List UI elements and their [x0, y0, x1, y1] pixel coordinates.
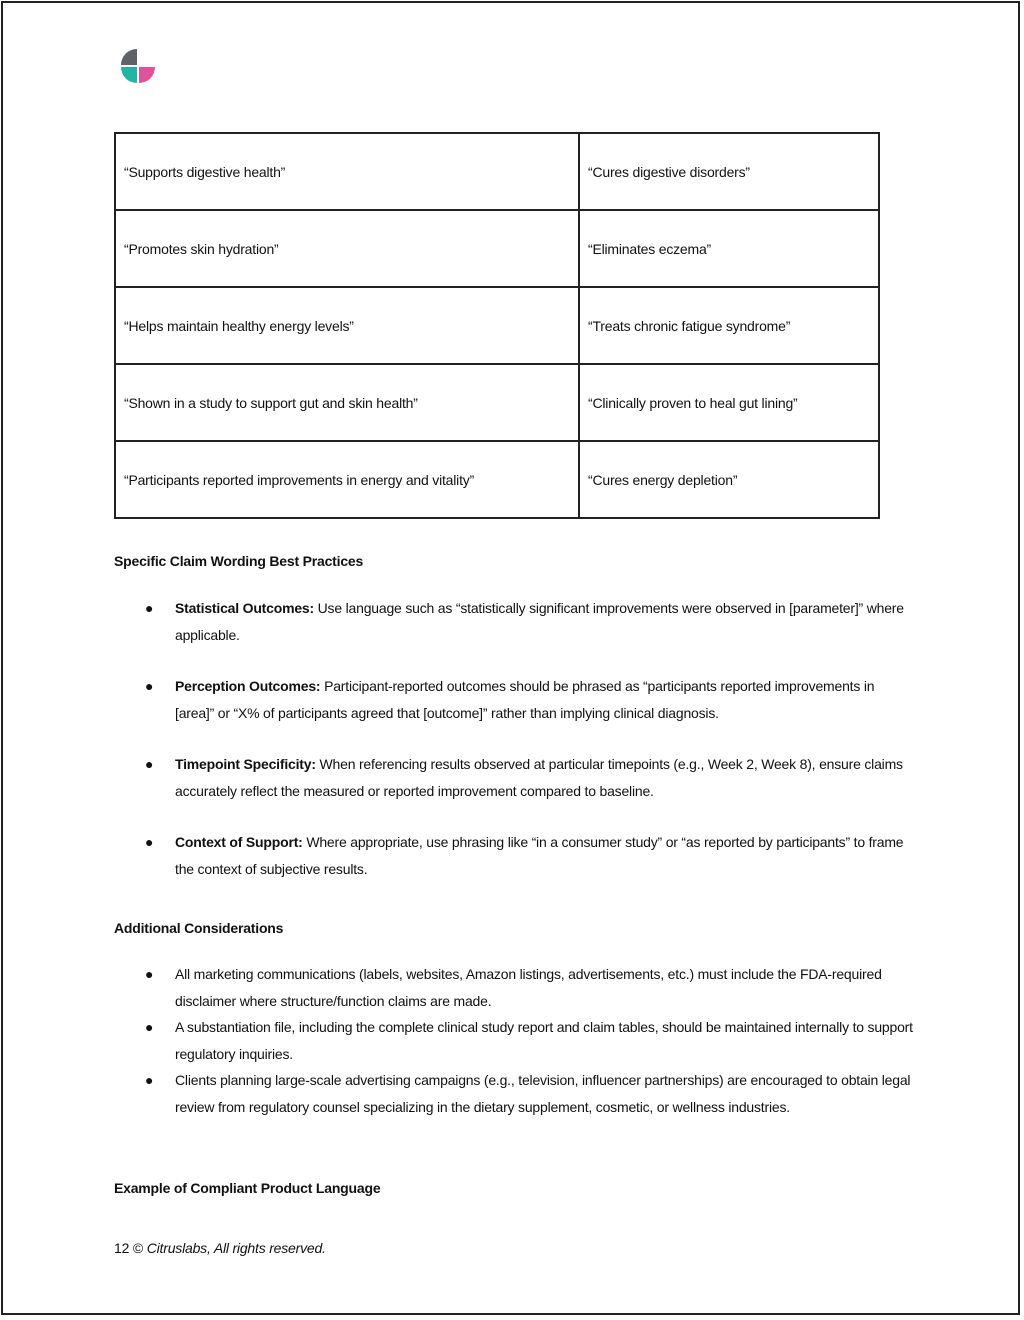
- page-number: 12: [114, 1240, 130, 1256]
- bullet-icon: ●: [145, 600, 154, 616]
- acceptable-claim-cell: “Supports digestive health”: [115, 133, 579, 210]
- acceptable-claim-cell: “Helps maintain healthy energy levels”: [115, 287, 579, 364]
- logo-quadrant-gray: [121, 49, 137, 65]
- list-item: [114, 1014, 914, 1067]
- item-text: All marketing communications (labels, websites, Amazon listings, advertisements, etc.) must include the FDA-required disclaimer where structure/function claims are made.: [175, 966, 882, 1009]
- table-row: [115, 441, 879, 518]
- item-text: Clients planning large-scale advertising campaigns (e.g., television, influencer partnerships) are encouraged to obtain legal review from regulatory counsel specializing in the dietary supplement, cosmetic, or wellness industries.: [175, 1072, 911, 1115]
- example-language-heading: Example of Compliant Product Language: [114, 1180, 381, 1196]
- table-row: [115, 287, 879, 364]
- bullet-icon: ●: [145, 966, 154, 982]
- prohibited-claim-cell: “Cures digestive disorders”: [579, 133, 879, 210]
- bullet-icon: ●: [145, 1019, 154, 1035]
- best-practices-heading: Specific Claim Wording Best Practices: [114, 553, 364, 569]
- list-item: [114, 751, 914, 804]
- list-item: [114, 1067, 914, 1120]
- prohibited-claim-cell: “Treats chronic fatigue syndrome”: [579, 287, 879, 364]
- acceptable-claim-cell: “Shown in a study to support gut and skin health”: [115, 364, 579, 441]
- item-text: Where appropriate, use phrasing like “in a consumer study” or “as reported by participants” to frame the context of subjective results.: [175, 834, 904, 877]
- item-text: Use language such as “statistically significant improvements were observed in [parameter]” where applicable.: [175, 600, 904, 643]
- acceptable-claim-cell: “Promotes skin hydration”: [115, 210, 579, 287]
- list-item: [114, 961, 914, 1014]
- citruslabs-logo: [120, 48, 156, 84]
- bullet-icon: ●: [145, 834, 154, 850]
- item-term: Statistical Outcomes:: [175, 600, 314, 616]
- claims-table: [114, 132, 880, 519]
- table-row: [115, 133, 879, 210]
- best-practices-list: [114, 595, 914, 907]
- item-text: A substantiation file, including the complete clinical study report and claim tables, should be maintained internally to support regulatory inquiries.: [175, 1019, 913, 1062]
- logo-quadrant-pink: [139, 67, 155, 83]
- copyright-text: Citruslabs, All rights reserved.: [146, 1240, 326, 1256]
- prohibited-claim-cell: “Eliminates eczema”: [579, 210, 879, 287]
- item-text: Participant-reported outcomes should be phrased as “participants reported improvements in [area]” or “X% of participants agreed that [outcome]” rather than implying clinical diagnosis.: [175, 678, 875, 721]
- page-footer: [114, 1240, 326, 1256]
- list-item: [114, 829, 914, 882]
- list-item: [114, 673, 914, 726]
- bullet-icon: ●: [145, 678, 154, 694]
- bullet-icon: ●: [145, 756, 154, 772]
- table-row: [115, 210, 879, 287]
- prohibited-claim-cell: “Cures energy depletion”: [579, 441, 879, 518]
- item-term: Timepoint Specificity:: [175, 756, 316, 772]
- prohibited-claim-cell: “Clinically proven to heal gut lining”: [579, 364, 879, 441]
- logo-quadrant-teal: [121, 67, 137, 83]
- copyright-symbol: ©: [132, 1240, 144, 1256]
- item-term: Context of Support:: [175, 834, 303, 850]
- item-text: When referencing results observed at particular timepoints (e.g., Week 2, Week 8), ensure claims accurately reflect the measured or reported improvement compared to baseline.: [175, 756, 903, 799]
- table-row: [115, 364, 879, 441]
- list-item: [114, 595, 914, 648]
- additional-considerations-heading: Additional Considerations: [114, 920, 284, 936]
- bullet-icon: ●: [145, 1072, 154, 1088]
- item-term: Perception Outcomes:: [175, 678, 321, 694]
- additional-considerations-list: [114, 961, 914, 1120]
- acceptable-claim-cell: “Participants reported improvements in energy and vitality”: [115, 441, 579, 518]
